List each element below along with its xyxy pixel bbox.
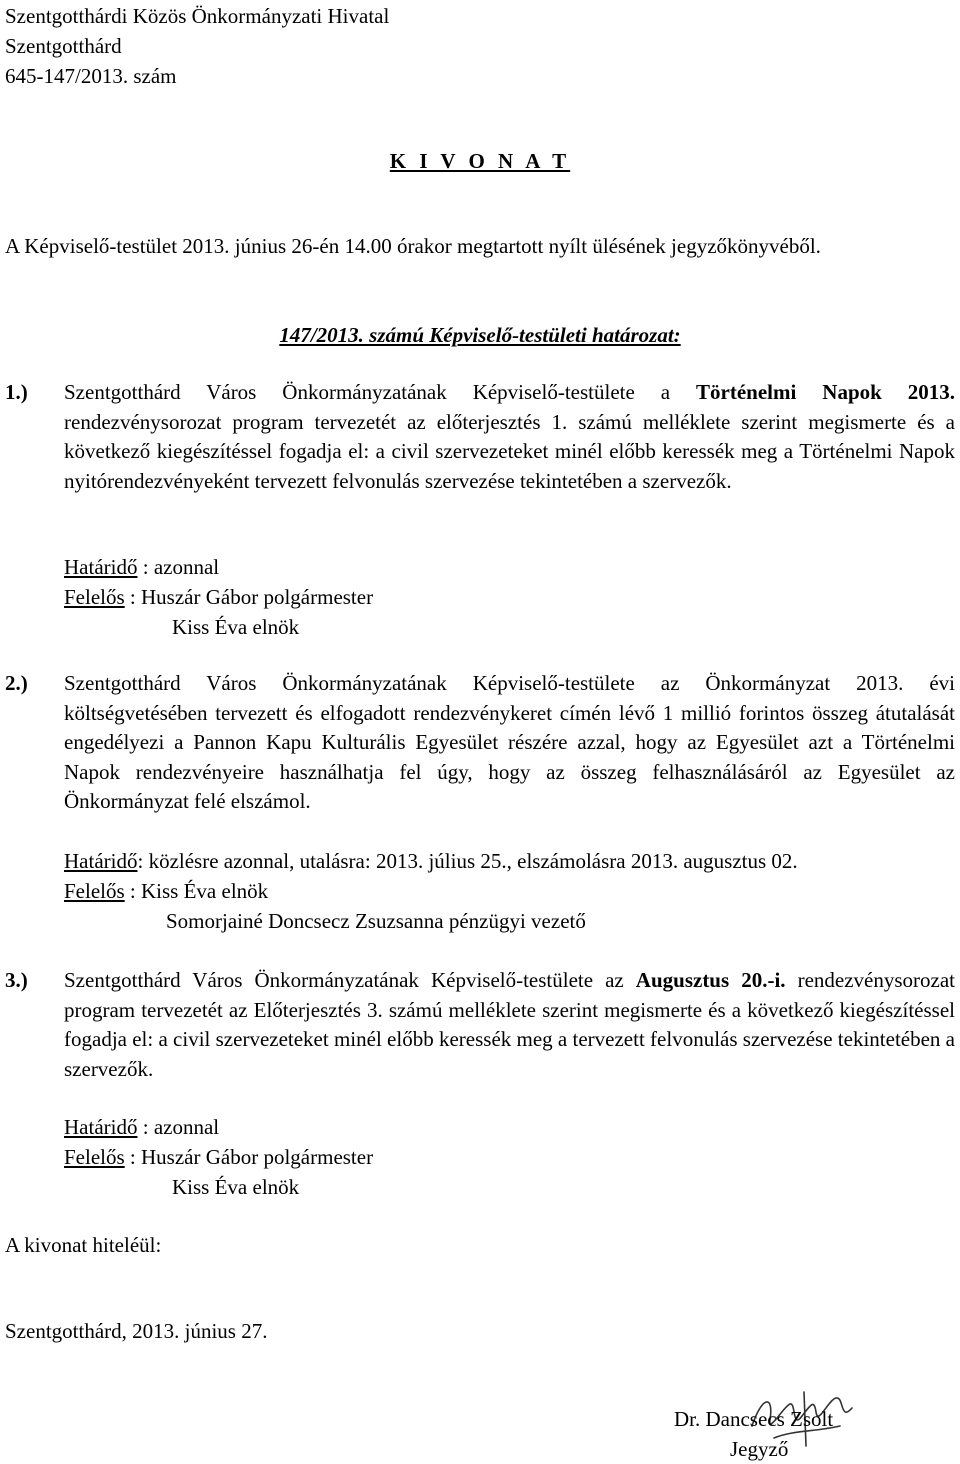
deadline-value: : azonnal bbox=[137, 1115, 220, 1139]
intro-paragraph: A Képviselő-testület 2013. június 26-én 14.00 órakor megtartott nyílt ülésének jegyzőkönyvéből. bbox=[5, 234, 821, 258]
resolution-title: 147/2013. számú Képviselő-testületi határozat: bbox=[279, 323, 681, 347]
item-3-responsible-extra: Kiss Éva elnök bbox=[172, 1175, 300, 1199]
item-1-responsible bbox=[64, 582, 373, 612]
item-3-responsible bbox=[64, 1142, 373, 1172]
item-3-text-b: rendezvénysorozat program tervezetét az Előterjesztés 3. számú melléklete szerint megismerte és a következő kiegészítéssel fogadja el: a civil szervezeteket minél előbb keressék meg a tervezett felvonulás szervezése tekintetében a szervezők. bbox=[64, 968, 955, 1081]
item-number: 3.) bbox=[5, 968, 28, 992]
responsible-label: Felelős bbox=[64, 585, 125, 609]
item-2-responsible-extra: Somorjainé Doncsecz Zsuzsanna pénzügyi vezető bbox=[166, 909, 586, 933]
item-1-text bbox=[64, 378, 955, 496]
item-3-text-a: Szentgotthárd Város Önkormányzatának Képviselő-testülete az bbox=[64, 968, 624, 992]
certification-label: A kivonat hiteléül: bbox=[5, 1233, 162, 1257]
office-name: Szentgotthárdi Közös Önkormányzati Hivatal bbox=[5, 4, 390, 28]
responsible-label: Felelős bbox=[64, 1145, 125, 1169]
item-number: 1.) bbox=[5, 380, 28, 404]
item-3-text bbox=[64, 966, 955, 1084]
document-number: 645-147/2013. szám bbox=[5, 64, 177, 88]
item-1-deadline bbox=[64, 552, 219, 582]
deadline-label: Határidő bbox=[64, 849, 138, 873]
deadline-label: Határidő bbox=[64, 1115, 138, 1139]
item-2-deadline bbox=[64, 846, 798, 876]
responsible-value: : Kiss Éva elnök bbox=[124, 879, 269, 903]
item-1-text-a: Szentgotthárd Város Önkormányzatának Képviselő-testülete a bbox=[64, 380, 671, 404]
item-1-responsible-extra: Kiss Éva elnök bbox=[172, 615, 300, 639]
signer-title: Jegyző bbox=[730, 1437, 789, 1461]
item-1-text-b: rendezvénysorozat program tervezetét az előterjesztés 1. számú melléklete szerint megismerte és a következő kiegészítéssel fogadja el: a civil szervezeteket minél előbb keressék meg a Történelmi Napok nyitórendezvényeként tervezett felvonulás szervezése tekintetében a szervezők. bbox=[64, 409, 955, 493]
document-title: K I V O N A T bbox=[389, 149, 571, 173]
responsible-label: Felelős bbox=[64, 879, 125, 903]
item-3-deadline bbox=[64, 1112, 219, 1142]
place-and-date: Szentgotthárd, 2013. június 27. bbox=[5, 1319, 268, 1343]
office-city: Szentgotthárd bbox=[5, 34, 122, 58]
item-1-bold-a: Történelmi Napok 2013. bbox=[696, 380, 956, 404]
item-3-bold-a: Augusztus 20.-i. bbox=[635, 968, 786, 992]
signer-name: Dr. Dancsecs Zsolt bbox=[674, 1407, 834, 1431]
deadline-label: Határidő bbox=[64, 555, 138, 579]
responsible-value: : Huszár Gábor polgármester bbox=[124, 1145, 374, 1169]
item-2-responsible bbox=[64, 876, 268, 906]
deadline-value: : azonnal bbox=[137, 555, 220, 579]
deadline-value: : közlésre azonnal, utalásra: 2013. július 25., elszámolásra 2013. augusztus 02. bbox=[137, 849, 798, 873]
item-number: 2.) bbox=[5, 671, 28, 695]
responsible-value: : Huszár Gábor polgármester bbox=[124, 585, 374, 609]
item-2-text: Szentgotthárd Város Önkormányzatának Képviselő-testülete az Önkormányzat 2013. évi költségvetésében tervezett és elfogadott rendezvénykeret címén lévő 1 millió forintos összeg átutalását engedélyezi a Pannon Kapu Kulturális Egyesület részére azzal, hogy az Egyesület azt a Történelmi Napok rendezvényeire használhatja fel úgy, hogy az összeg felhasználásáról az Egyesület az Önkormányzat felé elszámol. bbox=[64, 671, 955, 813]
